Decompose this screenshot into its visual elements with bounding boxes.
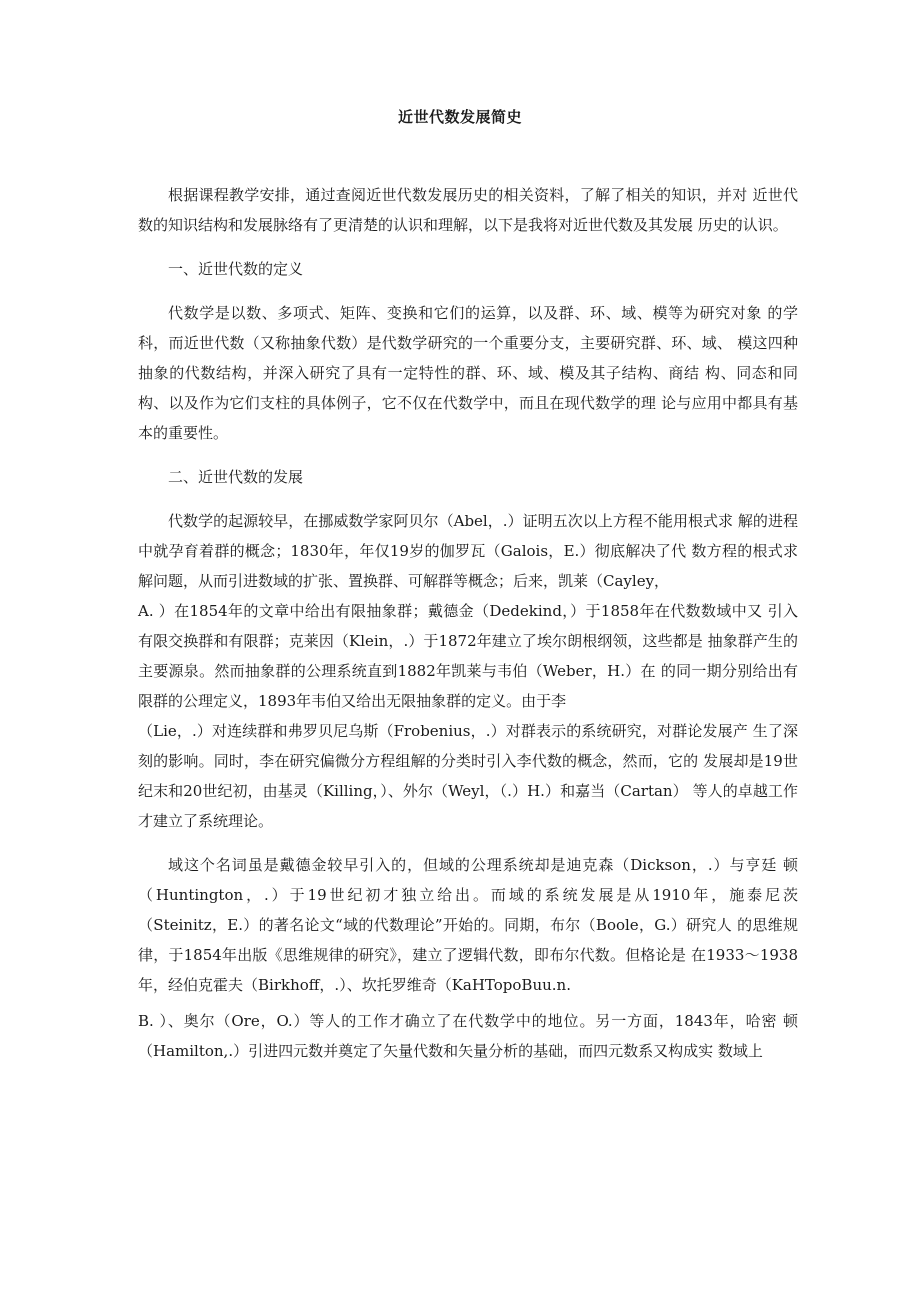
definition-paragraph: 代数学是以数、多项式、矩阵、变换和它们的运算，以及群、环、域、模等为研究对象 的学科，而近世代数（又称抽象代数）是代数学研究的一个重要分支，主要研究群、环、域、 模这四种抽象的代数结构，并深入研究了具有一定特性的群、环、域、模及其子结构、商结 构、同态和同构、以及作为它们支柱的具体例子，它不仅在代数学中，而且在现代数学的理 论与应用中都具有基本的重要性。 [138,304,798,442]
document-body [138,180,798,1080]
development-paragraph-part-3: （Lie，.）对连续群和弗罗贝尼乌斯（Frobenius，.）对群表示的系统研究，对群论发展产 生了深刻的影响。同时，李在研究偏微分方程组解的分类时引入李代数的概念，然而，它的 发展却是19世纪末和20世纪初，由基灵（Killing，）、外尔（Weyl，（.）H.）和嘉当（Cartan） 等人的卓越工作才建立了系统理论。 [138,722,798,830]
intro-paragraph: 根据课程教学安排，通过查阅近世代数发展历史的相关资料，了解了相关的知识，并对 近世代数的知识结构和发展脉络有了更清楚的认识和理解，以下是我将对近世代数及其发展 历史的认识。 [138,186,798,234]
field-paragraph-part-2: B. ）、奥尔（Ore，O.）等人的工作才确立了在代数学中的地位。另一方面，1843年，哈密 顿（Hamilton,.）引进四元数并奠定了矢量代数和矢量分析的基础，而四元数系又构成实 数域上 [138,1012,798,1060]
development-paragraph-part-1: 代数学的起源较早，在挪威数学家阿贝尔（Abel，.）证明五次以上方程不能用根式求 解的进程中就孕育着群的概念；1830年，年仅19岁的伽罗瓦（Galois，E.）彻底解决了代 数方程的根式求解问题，从而引进数域的扩张、置换群、可解群等概念；后来，凯莱（Cayley， [138,512,798,590]
section-heading-definition: 一、近世代数的定义 [168,260,304,278]
development-paragraph-part-2: A. ）在1854年的文章中给出有限抽象群；戴德金（Dedekind，）于1858年在代数数域中又 引入有限交换群和有限群；克莱因（Klein，.）于1872年建立了埃尔朗根纲领，这些都是 抽象群产生的主要源泉。然而抽象群的公理系统直到1882年凯莱与韦伯（Weber，H.）在 的同一期分别给出有限群的公理定义，1893年韦伯又给出无限抽象群的定义。由于李 [138,602,798,710]
field-paragraph-part-1: 域这个名词虽是戴德金较早引入的，但域的公理系统却是迪克森（Dickson，.）与亨廷 顿（Huntington，.）于19世纪初才独立给出。而域的系统发展是从1910年，施泰尼茨 （Steinitz，E.）的著名论文“域的代数理论”开始的。同期，布尔（Boole，G.）研究人 的思维规律，于1854年出版《思维规律的研究》，建立了逻辑代数，即布尔代数。但格论是 在1933〜1938年，经伯克霍夫（Birkhoff，.）、坎托罗维奇（KaHTopoBuu.n. [138,856,798,994]
section-heading-development: 二、近世代数的发展 [168,468,304,486]
page-title: 近世代数发展简史 [397,108,522,126]
